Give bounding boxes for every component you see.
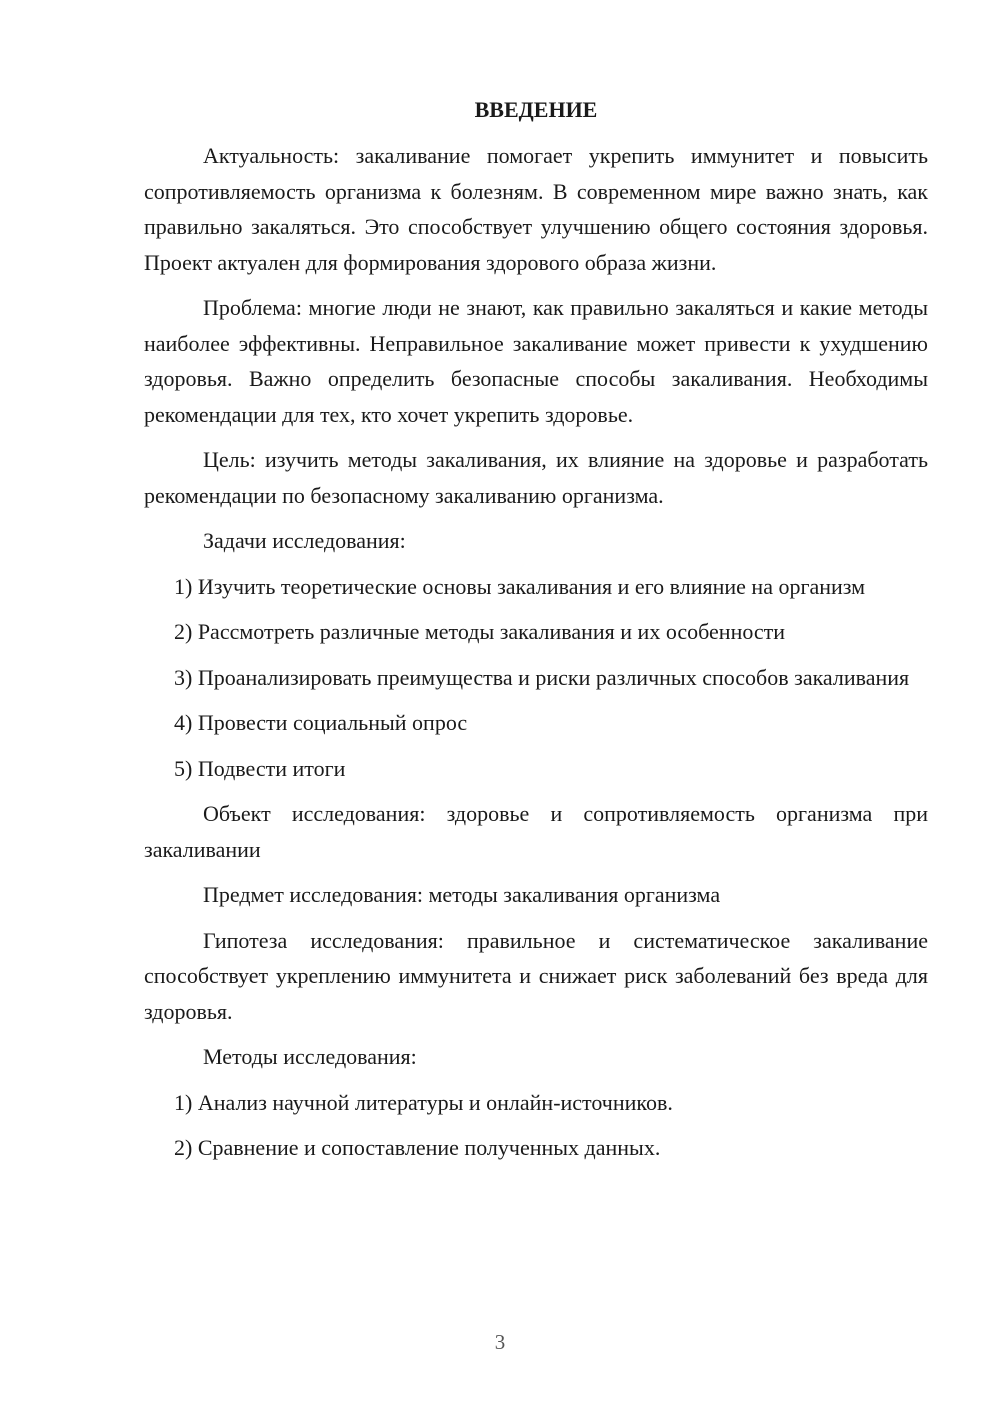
task-item: 2) Рассмотреть различные методы закаливания и их особенности [174,619,786,644]
relevance-paragraph: Актуальность: закаливание помогает укрепить иммунитет и повысить сопротивляемость организма к болезням. В современном мире важно знать, как правильно закаляться. Это способствует улучшению общего состояния здоровья. Проект актуален для формирования здорового образа жизни. [144,143,928,275]
tasks-list [144,569,928,787]
problem-paragraph: Проблема: многие люди не знают, как правильно закаляться и какие методы наиболее эффективны. Неправильное закаливание может привести к ухудшению здоровья. Важно определить безопасные способы закаливания. Необходимы рекомендации для тех, кто хочет укрепить здоровье. [144,295,928,427]
methods-list [144,1085,928,1166]
page-number: 3 [494,1330,506,1354]
document-page [144,92,928,1176]
task-item: 1) Изучить теоретические основы закаливания и его влияние на организм [174,573,866,599]
section-title: ВВЕДЕНИЕ [474,97,598,122]
object-paragraph: Объект исследования: здоровье и сопротивляемость организма при закаливании [144,801,928,862]
tasks-heading: Задачи исследования: [203,528,406,553]
hypothesis-paragraph: Гипотеза исследования: правильное и систематическое закаливание способствует укреплению иммунитета и снижает риск заболеваний без вреда для здоровья. [144,927,928,1024]
method-item: 2) Сравнение и сопоставление полученных данных. [174,1135,661,1160]
goal-paragraph: Цель: изучить методы закаливания, их влияние на здоровье и разработать рекомендации по безопасному закаливанию организма. [144,447,928,508]
subject-paragraph: Предмет исследования: методы закаливания организма [203,882,721,907]
task-item: 5) Подвести итоги [174,755,346,781]
methods-heading: Методы исследования: [203,1044,417,1069]
task-item: 3) Проанализировать преимущества и риски различных способов закаливания [174,664,910,690]
task-item: 4) Провести социальный опрос [174,710,468,735]
method-item: 1) Анализ научной литературы и онлайн-источников. [174,1089,673,1115]
